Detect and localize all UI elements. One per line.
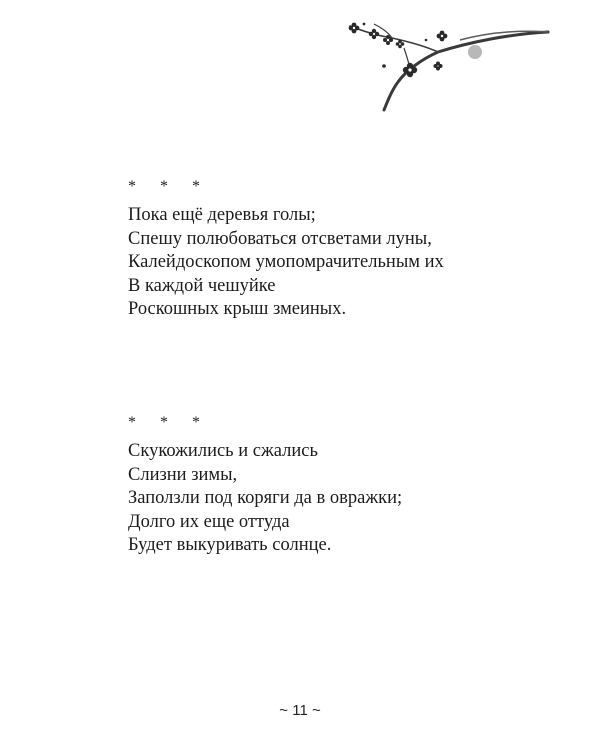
poem-2 bbox=[128, 408, 528, 558]
poem-line: Роскошных крыш змеиных. bbox=[128, 299, 347, 319]
poem-1 bbox=[128, 172, 528, 322]
poem-line: Слизни зимы, bbox=[128, 464, 238, 485]
poem-stanza bbox=[128, 204, 528, 322]
poem-line: В каждой чешуйке bbox=[128, 275, 276, 296]
blossom-branch-illustration bbox=[330, 10, 550, 115]
poem-separator: * * * bbox=[128, 414, 210, 431]
poem-line: Пока ещё деревья голы; bbox=[128, 205, 316, 225]
page-number: ~ 11 ~ bbox=[279, 702, 321, 719]
poem-line: Заползли под коряги да в овражки; bbox=[128, 488, 403, 508]
poem-line: Будет выкуривать солнце. bbox=[128, 535, 332, 555]
poem-stanza bbox=[128, 440, 528, 558]
poem-line: Спешу полюбоваться отсветами луны, bbox=[128, 228, 432, 249]
poem-line: Долго их еще оттуда bbox=[128, 511, 290, 532]
poem-line: Скукожились и сжались bbox=[128, 441, 318, 461]
poem-separator: * * * bbox=[128, 178, 210, 195]
poem-line: Калейдоскопом умопомрачительным их bbox=[128, 252, 444, 272]
